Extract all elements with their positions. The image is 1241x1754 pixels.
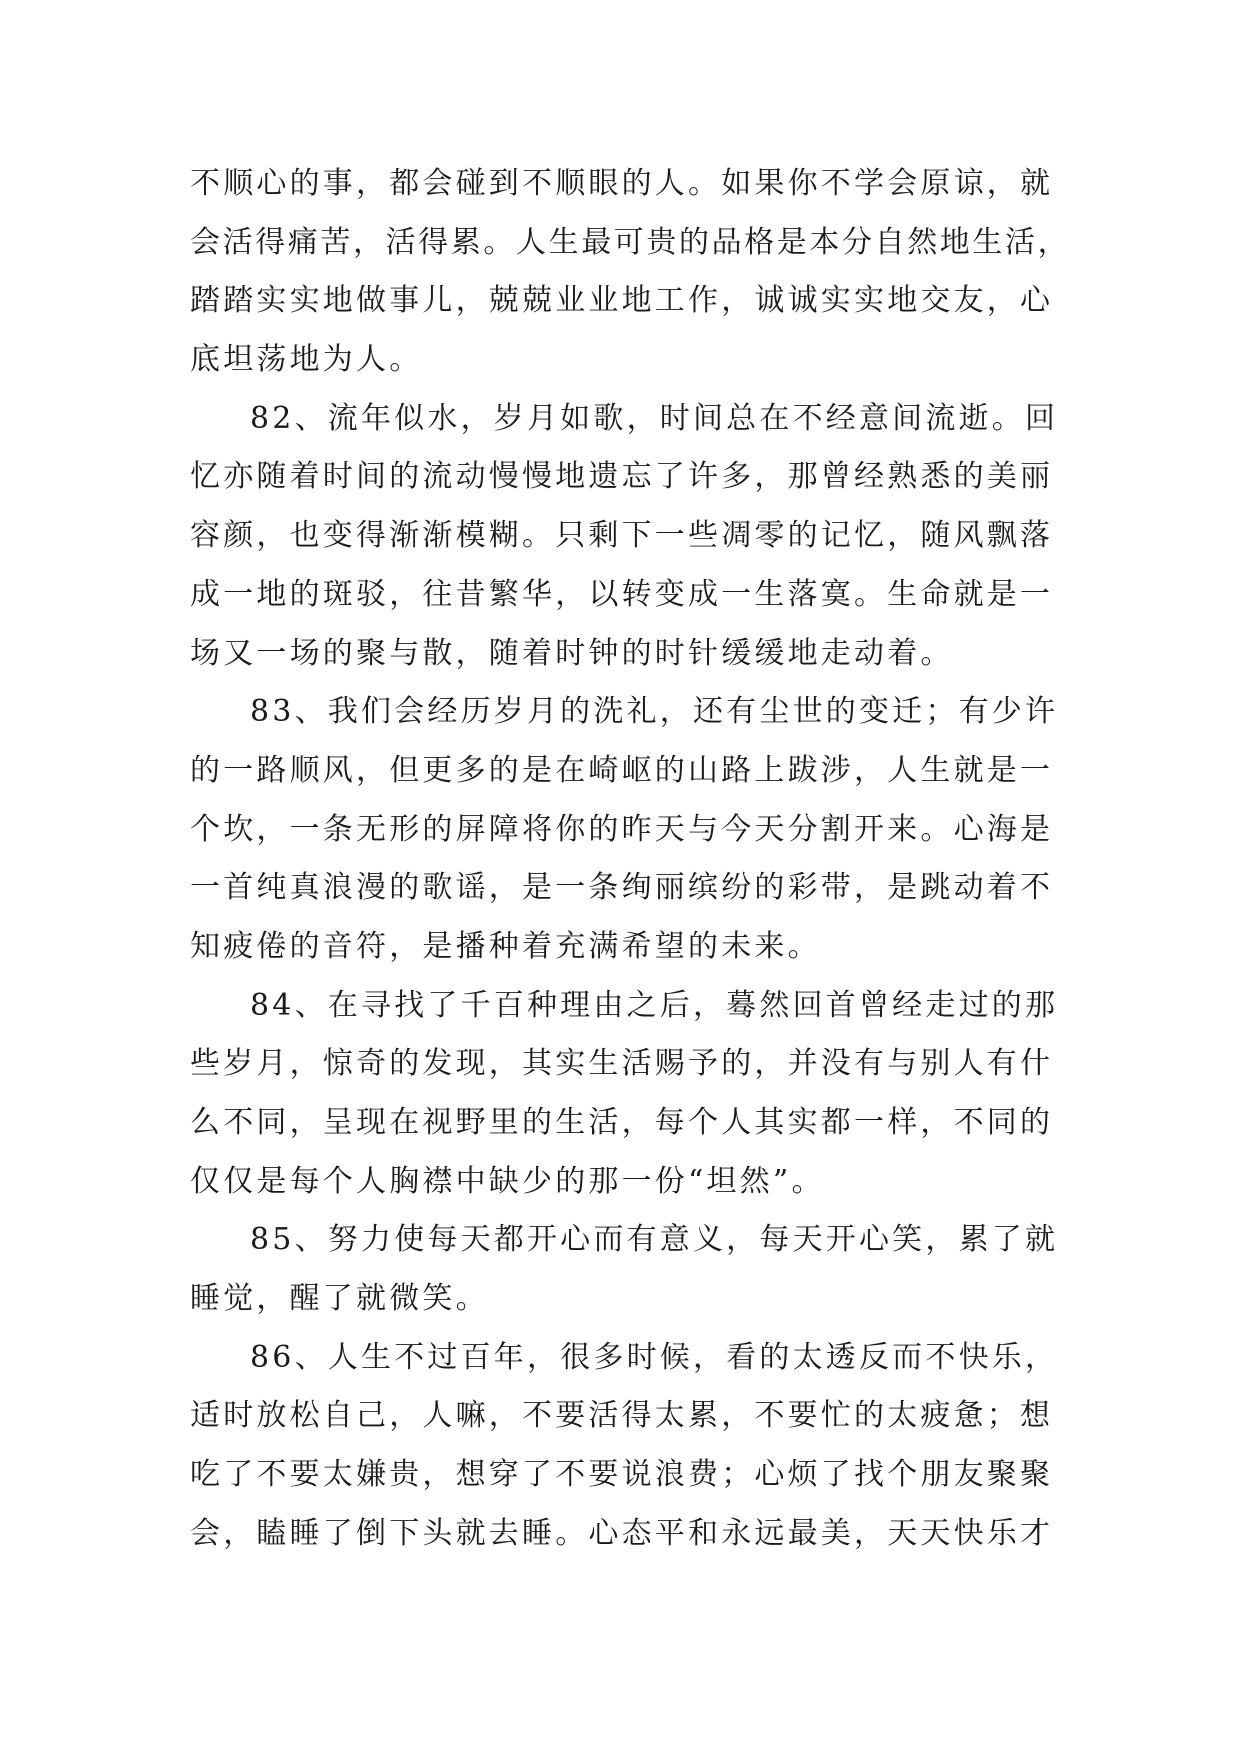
text-line: 86、人生不过百年，很多时候，看的太透反而不快乐， xyxy=(250,1339,1059,1375)
text-line: 不顺心的事，都会碰到不顺眼的人。如果你不学会原谅，就 xyxy=(190,166,1054,201)
text-line: 底坦荡地为人。 xyxy=(190,342,423,378)
text-line: 会活得痛苦，活得累。人生最可贵的品格是本分自然地生活， xyxy=(190,224,1071,260)
text-line: 忆亦随着时间的流动慢慢地遗忘了许多，那曾经熟悉的美丽 xyxy=(190,459,1054,495)
text-line: 仅仅是每个人胸襟中缺少的那一份“坦然”。 xyxy=(190,1163,825,1199)
text-line: 些岁月，惊奇的发现，其实生活赐予的，并没有与别人有什 xyxy=(190,1046,1054,1082)
text-line: 场又一场的聚与散，随着时钟的时针缓缓地走动着。 xyxy=(190,635,954,671)
text-line: 睡觉，醒了就微笑。 xyxy=(190,1281,489,1317)
document-body xyxy=(190,155,1070,1564)
text-line: 吃了不要太嫌贵，想穿了不要说浪费；心烦了找个朋友聚聚 xyxy=(190,1457,1054,1493)
text-line: 的一路顺风，但更多的是在崎岖的山路上跋涉，人生就是一 xyxy=(190,752,1054,788)
text-line: 么不同，呈现在视野里的生活，每个人其实都一样，不同的 xyxy=(190,1105,1054,1140)
text-line: 踏踏实实地做事儿，兢兢业业地工作，诚诚实实地交友，心 xyxy=(190,283,1054,319)
text-line: 82、流年似水，岁月如歌，时间总在不经意间流逝。回 xyxy=(250,400,1059,436)
text-line: 83、我们会经历岁月的洗礼，还有尘世的变迁；有少许 xyxy=(250,694,1059,730)
text-line: 容颜，也变得渐渐模糊。只剩下一些凋零的记忆，随风飘落 xyxy=(190,518,1054,554)
text-line: 85、努力使每天都开心而有意义，每天开心笑，累了就 xyxy=(250,1222,1059,1258)
text-line: 适时放松自己，人嘛，不要活得太累，不要忙的太疲惫；想 xyxy=(190,1398,1054,1434)
text-line: 会，瞌睡了倒下头就去睡。心态平和永远最美，天天快乐才 xyxy=(190,1515,1054,1551)
text-line: 知疲倦的音符，是播种着充满希望的未来。 xyxy=(190,928,821,964)
text-line: 个坎，一条无形的屏障将你的昨天与今天分割开来。心海是 xyxy=(190,811,1054,847)
text-line: 84、在寻找了千百种理由之后，蓦然回首曾经走过的那 xyxy=(250,987,1059,1023)
text-line: 一首纯真浪漫的歌谣，是一条绚丽缤纷的彩带，是跳动着不 xyxy=(190,870,1054,906)
text-line: 成一地的斑驳，往昔繁华，以转变成一生落寞。生命就是一 xyxy=(190,576,1054,612)
